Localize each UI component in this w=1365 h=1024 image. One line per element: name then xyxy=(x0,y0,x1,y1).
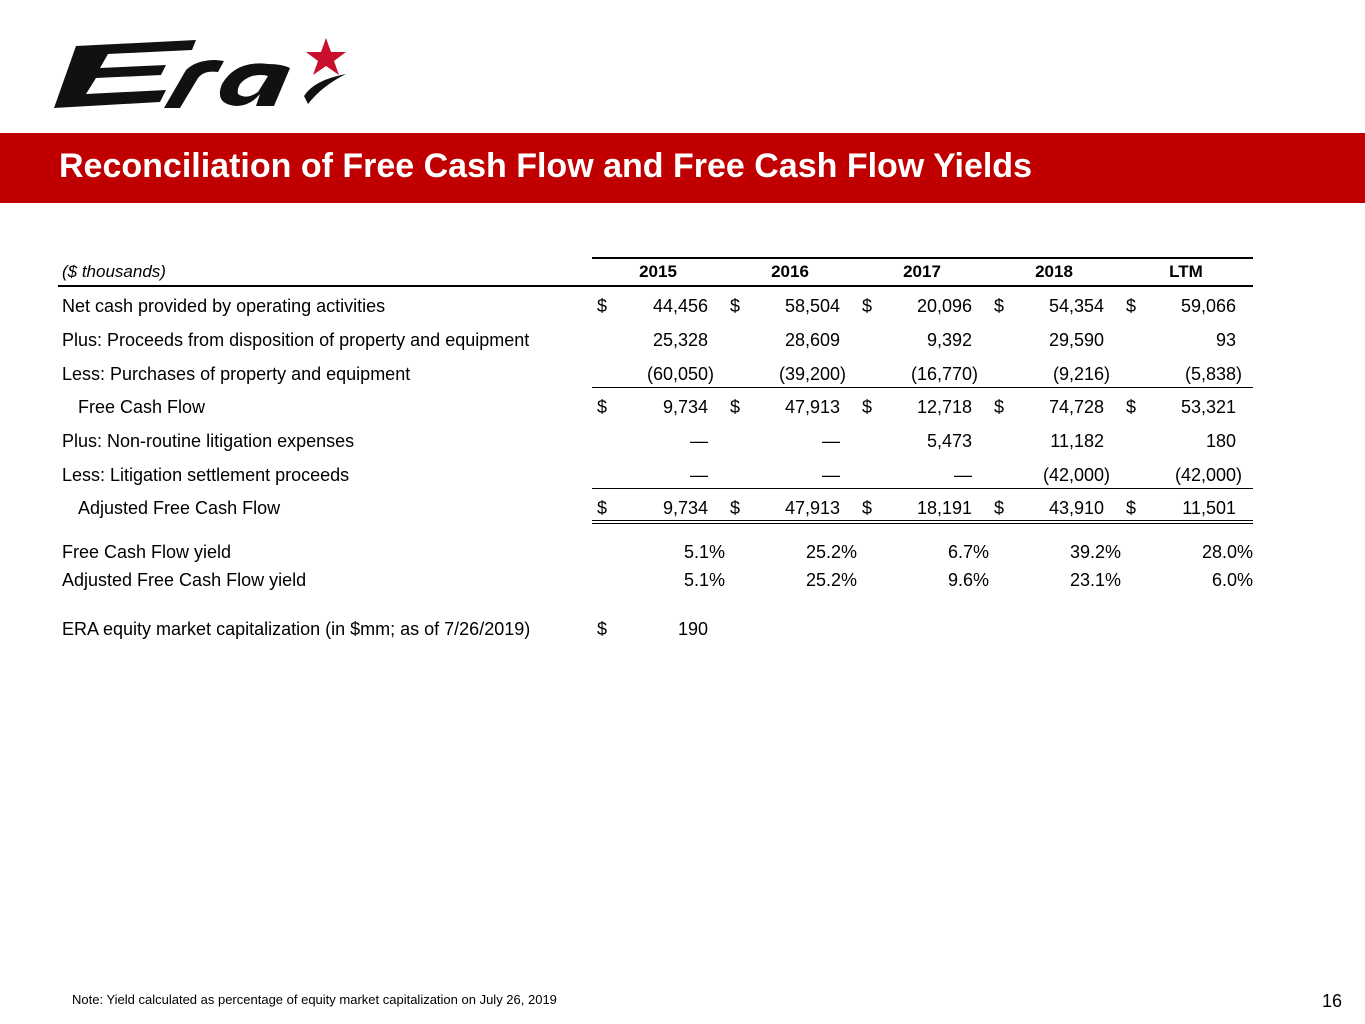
cell-value: 58,504 xyxy=(784,296,840,316)
market-cap-value: 190 xyxy=(677,619,708,639)
cell-value: (42,000) xyxy=(1174,465,1242,485)
yield-value: 25.2% xyxy=(805,570,857,590)
era-logo xyxy=(46,34,356,118)
double-underline xyxy=(592,520,1253,521)
cell-value: 59,066 xyxy=(1180,296,1236,316)
dollar-sign: $ xyxy=(597,296,608,316)
column-header: 2016 xyxy=(771,262,809,281)
page-title: Reconciliation of Free Cash Flow and Free Cash Flow Yields xyxy=(59,147,1032,185)
cell-value: 9,734 xyxy=(662,397,708,417)
cell-value: (9,216) xyxy=(1052,364,1110,384)
dollar-sign: $ xyxy=(730,397,741,417)
row-label: Plus: Proceeds from disposition of property and equipment xyxy=(62,330,530,350)
dollar-sign: $ xyxy=(994,296,1005,316)
cell-value: 25,328 xyxy=(652,330,708,350)
cell-value: 5,473 xyxy=(926,431,972,451)
row-label: Adjusted Free Cash Flow xyxy=(78,498,281,518)
cell-value: 54,354 xyxy=(1048,296,1104,316)
cell-value: 28,609 xyxy=(784,330,840,350)
cell-value: — xyxy=(690,431,708,451)
subtotal-rule xyxy=(592,387,1253,388)
cell-value: 11,501 xyxy=(1182,498,1236,518)
unit-label: ($ thousands) xyxy=(62,262,166,281)
yield-value: 39.2% xyxy=(1069,542,1121,562)
yield-value: 5.1% xyxy=(683,542,725,562)
cell-value: (16,770) xyxy=(910,364,978,384)
column-header: 2017 xyxy=(903,262,941,281)
dollar-sign: $ xyxy=(994,498,1005,518)
cell-value: 20,096 xyxy=(916,296,972,316)
dollar-sign: $ xyxy=(730,296,741,316)
row-label: Net cash provided by operating activities xyxy=(62,296,386,316)
cell-value: 11,182 xyxy=(1050,431,1104,451)
dollar-sign: $ xyxy=(862,397,873,417)
market-cap-label: ERA equity market capitalization (in $mm; as of 7/26/2019) xyxy=(62,619,531,639)
cell-value: (39,200) xyxy=(778,364,846,384)
yield-value: 6.7% xyxy=(947,542,989,562)
cell-value: 74,728 xyxy=(1048,397,1104,417)
row-label: Less: Litigation settlement proceeds xyxy=(62,465,350,485)
cell-value: (42,000) xyxy=(1042,465,1110,485)
yield-label: Free Cash Flow yield xyxy=(62,542,232,562)
dollar-sign: $ xyxy=(994,397,1005,417)
dollar-sign: $ xyxy=(862,498,873,518)
cell-value: (5,838) xyxy=(1184,364,1242,384)
yield-value: 25.2% xyxy=(805,542,857,562)
cell-value: 9,734 xyxy=(662,498,708,518)
yield-value: 23.1% xyxy=(1069,570,1121,590)
column-header: LTM xyxy=(1169,262,1203,281)
dollar-sign: $ xyxy=(1126,498,1137,518)
cell-value: 93 xyxy=(1215,330,1236,350)
page-number: 16 xyxy=(1321,991,1342,1011)
yield-value: 28.0% xyxy=(1201,542,1253,562)
dollar-sign: $ xyxy=(1126,397,1137,417)
dollar-sign: $ xyxy=(730,498,741,518)
yield-value: 6.0% xyxy=(1211,570,1253,590)
column-header: 2015 xyxy=(639,262,677,281)
cell-value: 12,718 xyxy=(916,397,972,417)
cell-value: 43,910 xyxy=(1048,498,1104,518)
cell-value: 18,191 xyxy=(916,498,972,518)
dollar-sign: $ xyxy=(597,498,608,518)
header-bottom-rule xyxy=(58,285,1253,287)
column-header: 2018 xyxy=(1035,262,1073,281)
cell-value: — xyxy=(822,431,840,451)
cell-value: — xyxy=(822,465,840,485)
row-label: Less: Purchases of property and equipment xyxy=(62,364,411,384)
double-underline xyxy=(592,523,1253,524)
yield-value: 9.6% xyxy=(947,570,989,590)
cell-value: — xyxy=(954,465,972,485)
subtotal-rule xyxy=(592,488,1253,489)
row-label: Free Cash Flow xyxy=(78,397,206,417)
header-top-rule xyxy=(592,257,1253,259)
dollar-sign: $ xyxy=(1126,296,1137,316)
yield-label: Adjusted Free Cash Flow yield xyxy=(62,570,307,590)
cell-value: (60,050) xyxy=(646,364,714,384)
dollar-sign: $ xyxy=(597,619,608,639)
cell-value: 44,456 xyxy=(652,296,708,316)
dollar-sign: $ xyxy=(597,397,608,417)
cell-value: 53,321 xyxy=(1180,397,1236,417)
cell-value: 47,913 xyxy=(784,397,840,417)
cell-value: 47,913 xyxy=(784,498,840,518)
cell-value: 29,590 xyxy=(1048,330,1104,350)
cell-value: 9,392 xyxy=(926,330,972,350)
dollar-sign: $ xyxy=(862,296,873,316)
row-label: Plus: Non-routine litigation expenses xyxy=(62,431,355,451)
cell-value: — xyxy=(690,465,708,485)
yield-value: 5.1% xyxy=(683,570,725,590)
footnote: Note: Yield calculated as percentage of equity market capitalization on July 26, 2019 xyxy=(72,992,557,1007)
cell-value: 180 xyxy=(1205,431,1236,451)
